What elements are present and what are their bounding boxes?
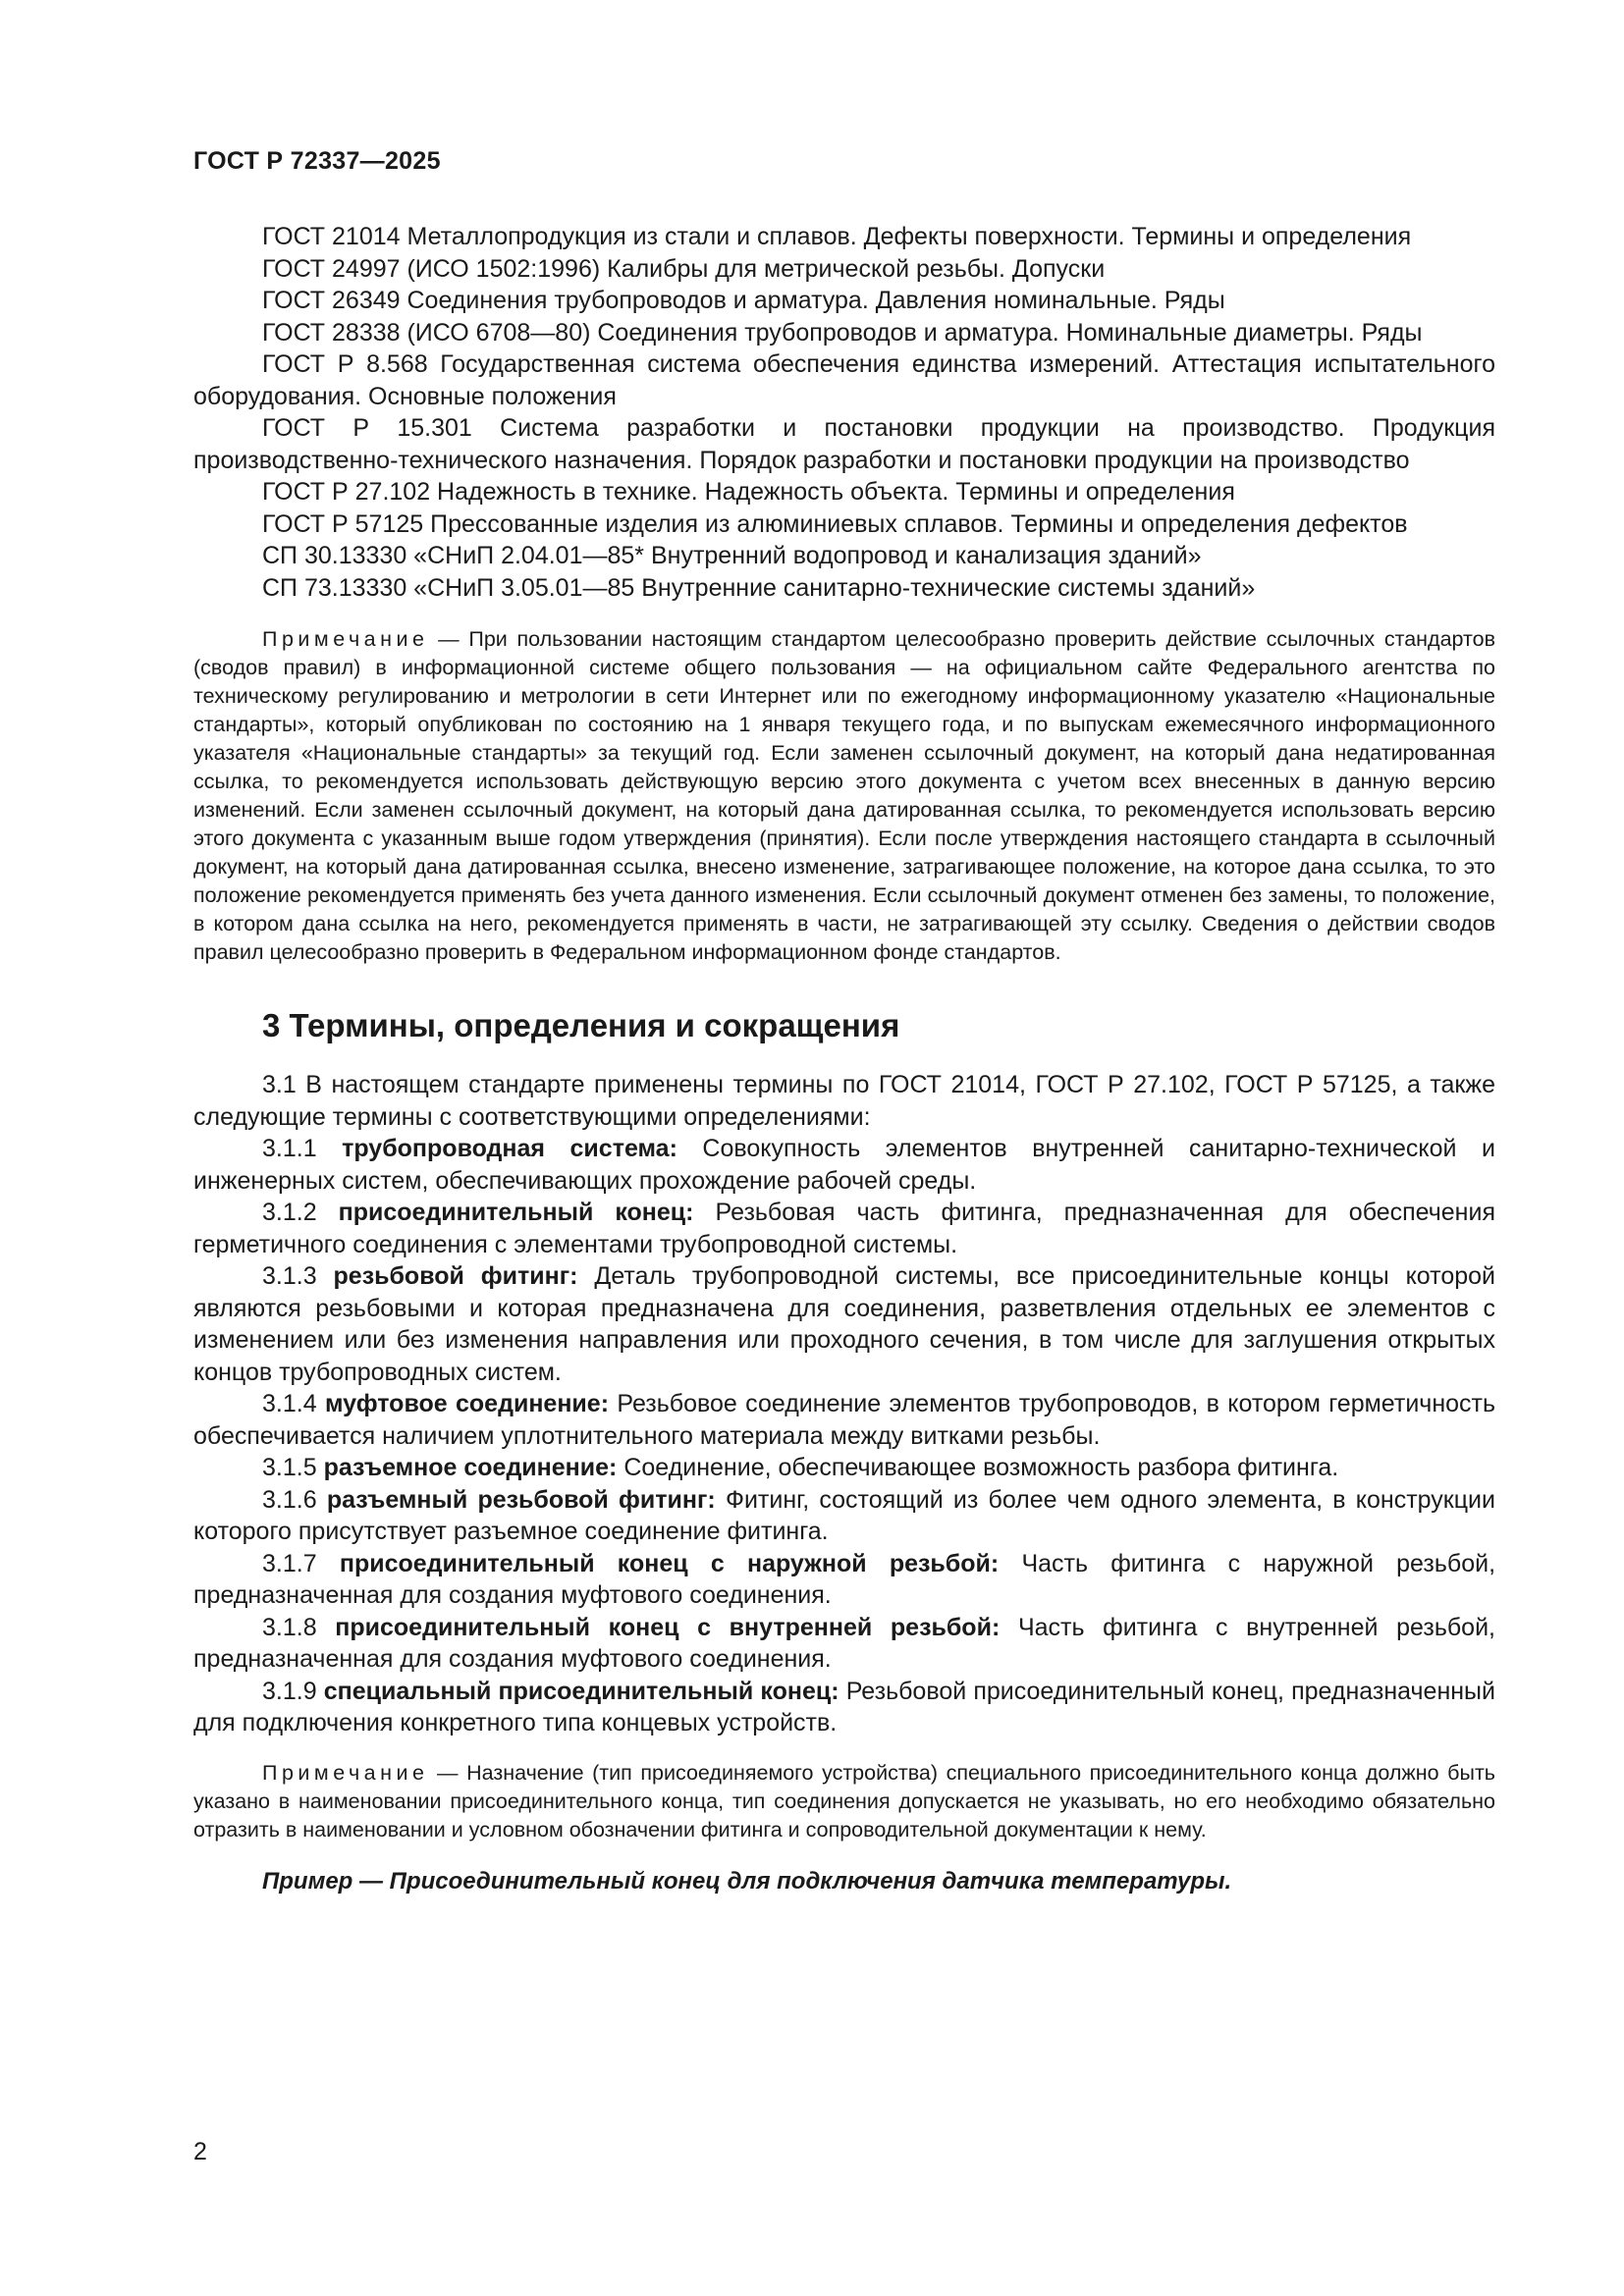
term-name: присоединительный конец: <box>338 1199 694 1226</box>
example-text: Пример — Присоединительный конец для подключения датчика температуры. <box>262 1867 1232 1895</box>
note-text: — Назначение (тип присоединяемого устройства) специального присоединительного конца должно быть указано в наименовании присоединительного конца, тип соединения допускается не указывать, но его необходимо обязательно отразить в наименовании и условном обозначении фитинга и сопроводительной документации к нему. <box>193 1760 1495 1842</box>
term-definition: Часть фитинга с внутренней резьбой, предназначенная для создания муфтового соединения. <box>193 1613 1496 1673</box>
reference-item: ГОСТ 28338 (ИСО 6708—80) Соединения трубопроводов и арматура. Номинальные диаметры. Ряды <box>262 318 1423 347</box>
term-name: присоединительный конец с наружной резьбой: <box>339 1549 1000 1577</box>
reference-item: ГОСТ Р 57125 Прессованные изделия из алюминиевых сплавов. Термины и определения дефектов <box>262 509 1408 538</box>
note-label: Примечание <box>262 1760 429 1785</box>
term-entry <box>193 1260 1495 1388</box>
page-content <box>193 221 1495 1897</box>
term-number: 3.1.3 <box>262 1262 317 1290</box>
term-name: разъемное соединение: <box>323 1454 618 1481</box>
reference-item: СП 73.13330 «СНиП 3.05.01—85 Внутренние санитарно-технические системы зданий» <box>262 573 1256 602</box>
term-note <box>193 1759 1495 1844</box>
reference-item: ГОСТ 26349 Соединения трубопроводов и арматура. Давления номинальные. Ряды <box>262 287 1225 314</box>
term-name: специальный присоединительный конец: <box>323 1677 839 1705</box>
term-entry <box>193 1133 1495 1197</box>
reference-item: ГОСТ 24997 (ИСО 1502:1996) Калибры для метрической резьбы. Допуски <box>262 254 1106 283</box>
term-entry <box>193 1388 1495 1452</box>
term-definition: Фитинг, состоящий из более чем одного элемента, в конструкции которого присутствует разъемное соединение фитинга. <box>193 1485 1495 1545</box>
term-number: 3.1.7 <box>262 1549 317 1577</box>
term-number: 3.1.4 <box>262 1390 317 1417</box>
term-name: резьбовой фитинг: <box>333 1262 578 1290</box>
term-name: разъемный резьбовой фитинг: <box>326 1485 716 1514</box>
term-definition: Совокупность элементов внутренней санитарно-технической и инженерных систем, обеспечивающих прохождение рабочей среды. <box>193 1135 1495 1195</box>
reference-item: СП 30.13330 «СНиП 2.04.01—85* Внутренний водопровод и канализация зданий» <box>262 542 1202 569</box>
term-definition: Резьбовая часть фитинга, предназначенная для обеспечения герметичного соединения с элементами трубопроводной системы. <box>193 1199 1495 1258</box>
term-number: 3.1.6 <box>262 1485 317 1514</box>
term-definition: Соединение, обеспечивающее возможность разбора фитинга. <box>623 1454 1339 1481</box>
document-code: ГОСТ Р 72337—2025 <box>193 147 441 175</box>
references-note <box>193 625 1495 967</box>
reference-item: ГОСТ 21014 Металлопродукция из стали и сплавов. Дефекты поверхности. Термины и определения <box>262 223 1412 250</box>
term-definition: Деталь трубопроводной системы, все присоединительные концы которой являются резьбовыми и которая предназначена для соединения, разветвления отдельных ее элементов с изменением или без изменения направления или проходного сечения, в том числе для заглушения открытых концов трубопроводных систем. <box>193 1262 1495 1386</box>
term-entry <box>193 1612 1495 1676</box>
term-number: 3.1.9 <box>262 1677 317 1705</box>
note-label: Примечание <box>262 627 429 651</box>
reference-item: ГОСТ Р 8.568 Государственная система обеспечения единства измерений. Аттестация испытательного оборудования. Основные положения <box>193 350 1495 410</box>
term-number: 3.1.5 <box>262 1454 317 1481</box>
term-number: 3.1.1 <box>262 1135 317 1162</box>
term-definition: Часть фитинга с наружной резьбой, предназначенная для создания муфтового соединения. <box>193 1549 1496 1609</box>
term-entry <box>193 1197 1495 1260</box>
section-heading: 3 Термины, определения и сокращения <box>262 1007 900 1043</box>
term-number: 3.1.2 <box>262 1199 317 1226</box>
page-number: 2 <box>193 2138 207 2165</box>
term-entry <box>193 1484 1495 1548</box>
reference-item: ГОСТ Р 27.102 Надежность в технике. Надежность объекта. Термины и определения <box>262 478 1235 506</box>
term-number: 3.1.8 <box>262 1613 317 1641</box>
term-entry <box>193 1548 1495 1612</box>
term-entry <box>193 1452 1495 1484</box>
term-definition: Резьбовое соединение элементов трубопроводов, в котором герметичность обеспечивается наличием уплотнительного материала между витками резьбы. <box>193 1390 1496 1450</box>
reference-item: ГОСТ Р 15.301 Система разработки и постановки продукции на производство. Продукция производственно-технического назначения. Порядок разработки и постановки продукции на производство <box>193 414 1495 474</box>
terms-intro: 3.1 В настоящем стандарте применены термины по ГОСТ 21014, ГОСТ Р 27.102, ГОСТ Р 57125, а также следующие термины с соответствующими определениями: <box>193 1071 1495 1131</box>
term-entry <box>193 1676 1495 1739</box>
term-name: трубопроводная система: <box>342 1135 677 1162</box>
normative-references-list <box>193 221 1495 604</box>
term-name: муфтовое соединение: <box>324 1390 610 1417</box>
term-name: присоединительный конец с внутренней резьбой: <box>335 1613 1001 1641</box>
terms-list <box>193 1069 1495 1739</box>
note-text: — При пользовании настоящим стандартом целесообразно проверить действие ссылочных стандартов (сводов правил) в информационной системе общего пользования — на официальном сайте Федерального агентства по техническому регулированию и метрологии в сети Интернет или по ежегодному информационному указателю «Национальные стандарты», который опубликован по состоянию на 1 января текущего года, и по выпускам ежемесячного информационного указателя «Национальные стандарты» за текущий год. Если заменен ссылочный документ, на который дана недатированная ссылка, то рекомендуется использовать действующую версию этого документа с учетом всех внесенных в данную версию изменений. Если заменен ссылочный документ, на который дана датированная ссылка, то рекомендуется использовать версию этого документа с указанным выше годом утверждения (принятия). Если после утверждения настоящего стандарта в ссылочный документ, на который дана датированная ссылка, внесено изменение, затрагивающее положение, на которое дана ссылка, то это положение рекомендуется применять без учета данного изменения. Если ссылочный документ отменен без замены, то положение, в котором дана ссылка на него, рекомендуется применять в части, не затрагивающей эту ссылку. Сведения о действии сводов правил целесообразно проверить в Федеральном информационном фонде стандартов. <box>193 627 1495 964</box>
term-definition: Резьбовой присоединительный конец, предназначенный для подключения конкретного типа концевых устройств. <box>193 1677 1495 1736</box>
